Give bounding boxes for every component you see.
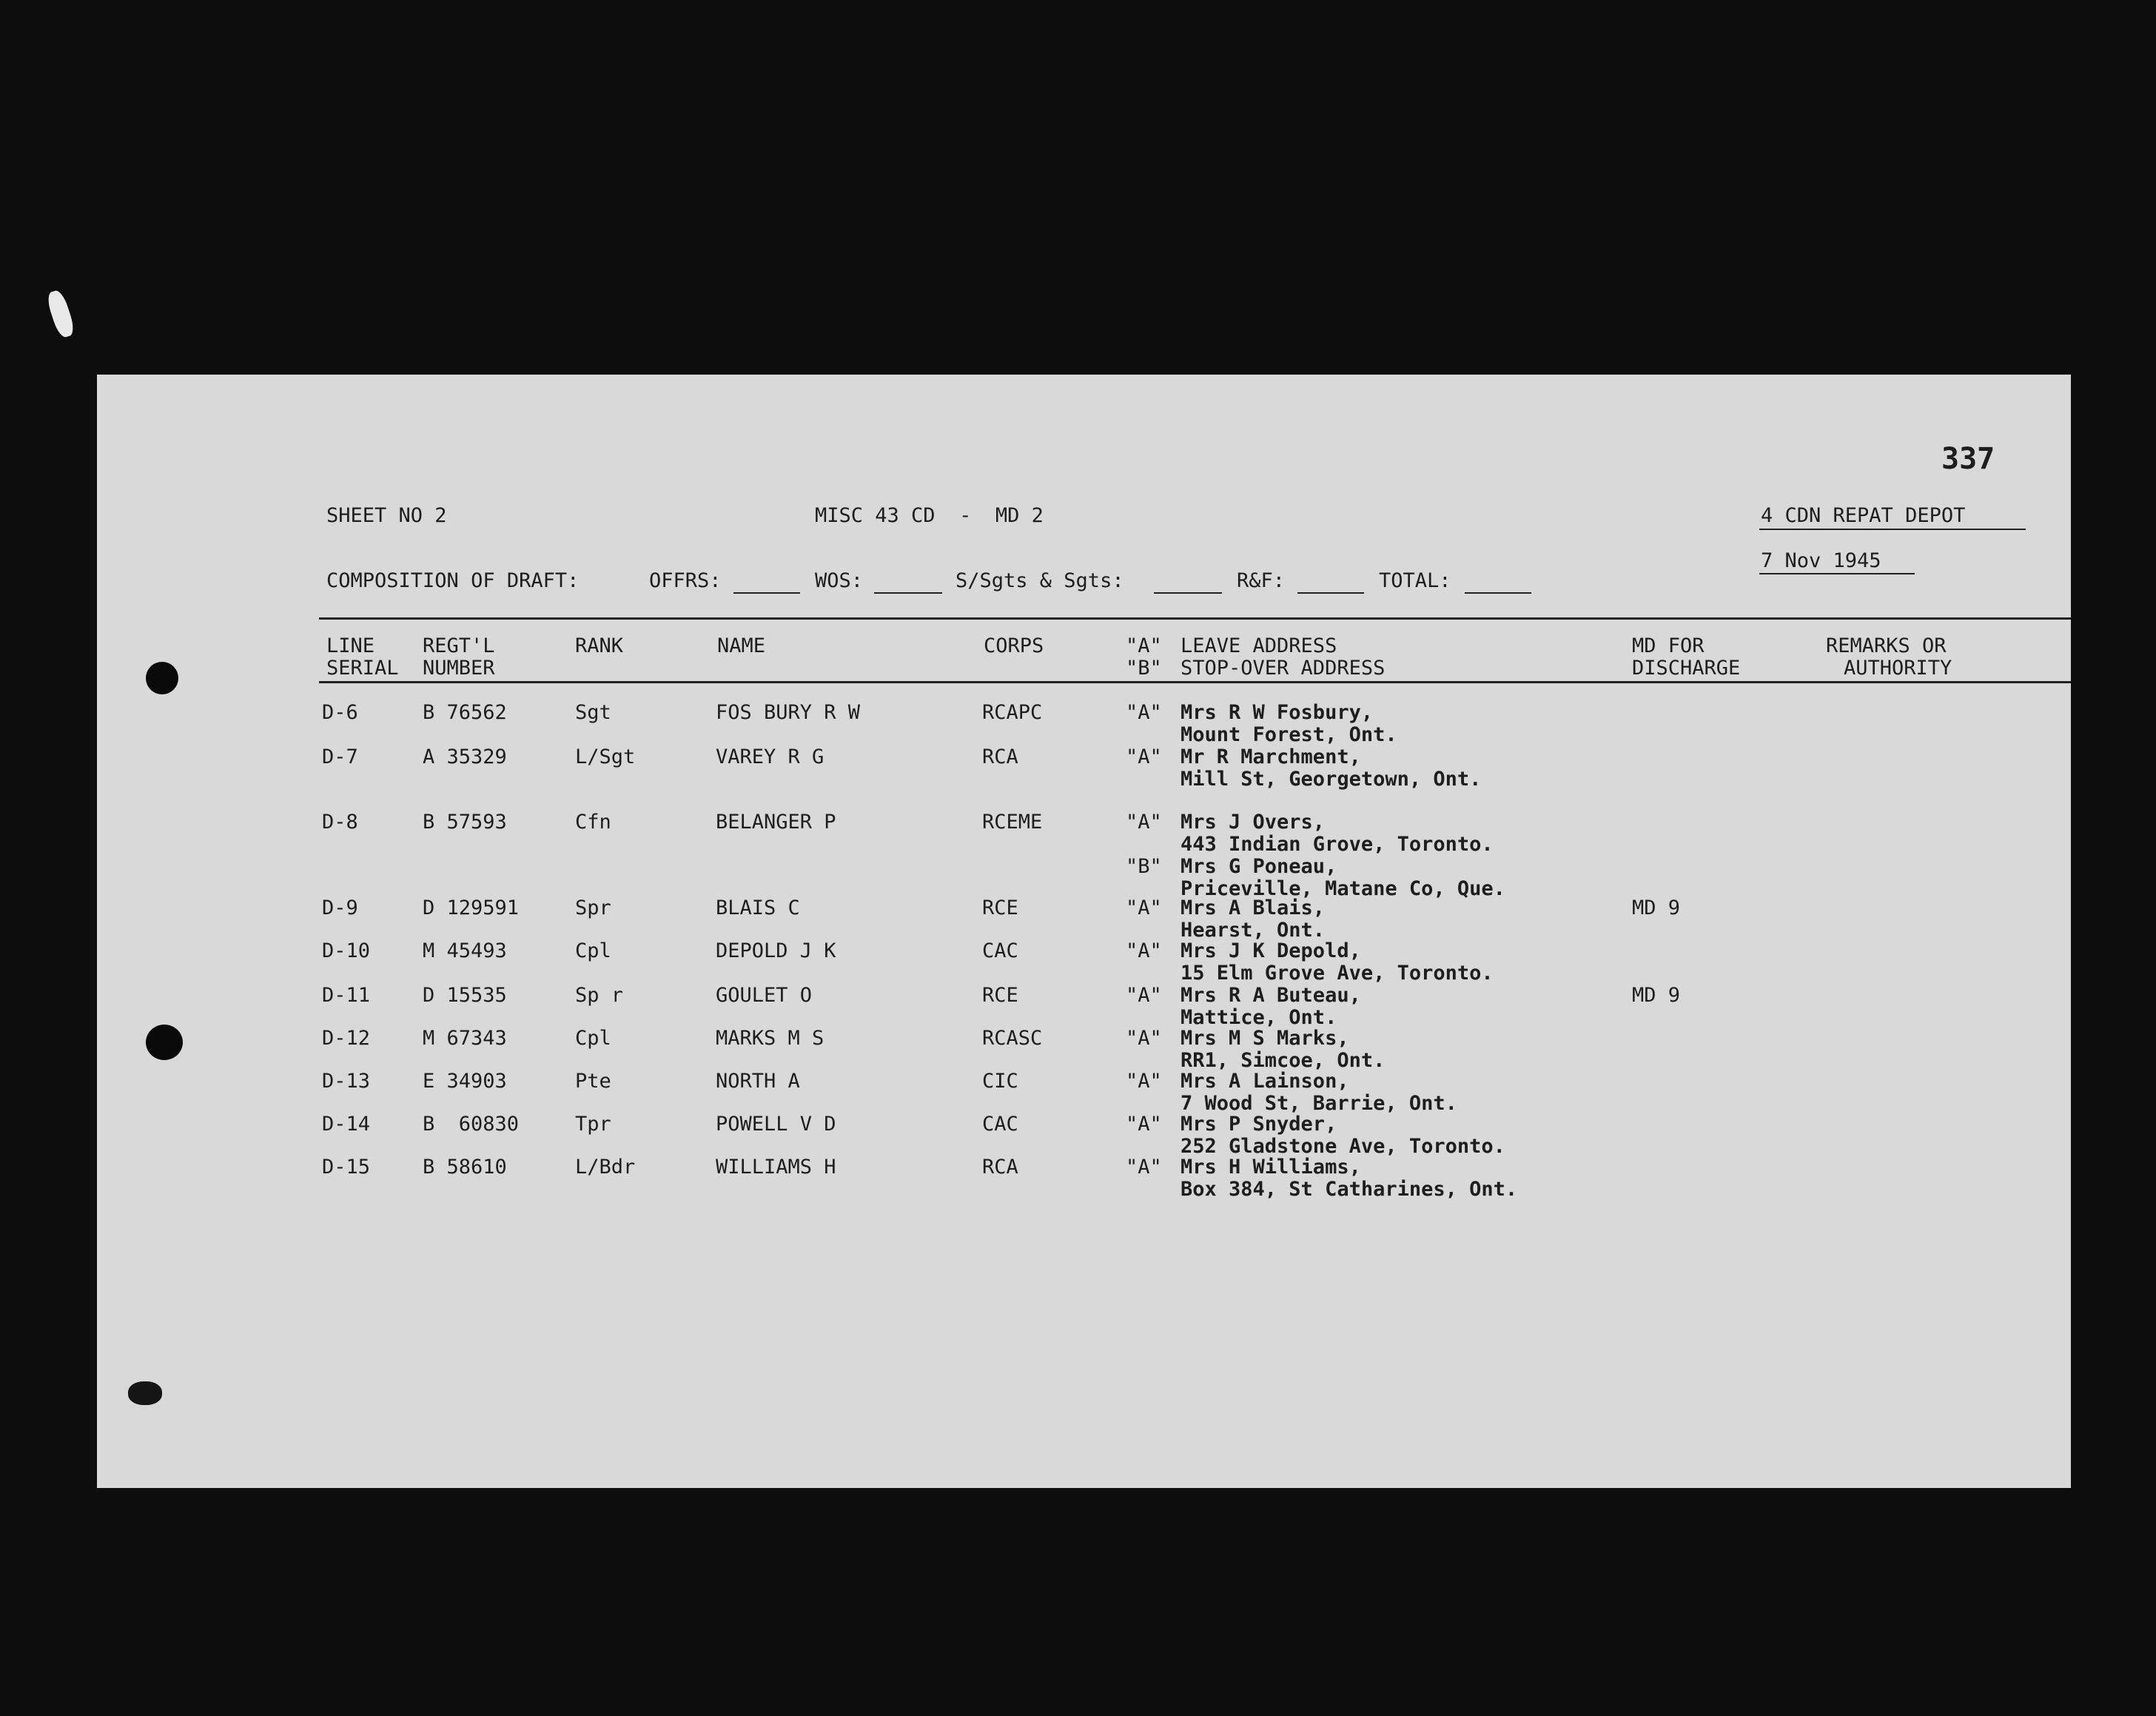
row-corps: RCE	[982, 984, 1018, 1007]
row-address-line: Box 384, St Catharines, Ont.	[1181, 1178, 1518, 1201]
col-line-serial-1: LINE	[326, 634, 375, 657]
row-address-line: Mrs R W Fosbury,	[1181, 701, 1374, 724]
row-address-line: RR1, Simcoe, Ont.	[1181, 1049, 1386, 1072]
row-address-line: 443 Indian Grove, Toronto.	[1181, 833, 1494, 856]
row-name: POWELL V D	[716, 1113, 836, 1136]
row-name: GOULET O	[716, 984, 813, 1007]
row-serial: D-14	[322, 1113, 371, 1136]
row-serial: D-12	[322, 1027, 371, 1050]
row-rank: Cpl	[575, 939, 611, 962]
rf-blank	[1297, 592, 1364, 594]
row-address-line: Mrs R A Buteau,	[1181, 984, 1361, 1007]
row-address-marker: "A"	[1126, 1113, 1162, 1136]
row-rank: Sgt	[575, 701, 611, 724]
row-name: FOS BURY R W	[716, 701, 861, 724]
header-top-rule	[319, 617, 2071, 620]
row-address-line: 15 Elm Grove Ave, Toronto.	[1181, 962, 1494, 985]
col-md-2: DISCHARGE	[1632, 657, 1741, 680]
row-name: BLAIS C	[716, 896, 800, 919]
row-regtl-number: E 34903	[423, 1070, 507, 1093]
row-address-marker: "A"	[1126, 701, 1162, 724]
row-name: MARKS M S	[716, 1027, 825, 1050]
col-remarks-2: AUTHORITY	[1844, 657, 1952, 680]
sgts-label: S/Sgts & Sgts:	[956, 569, 1124, 592]
row-rank: Cpl	[575, 1027, 611, 1050]
row-rank: L/Bdr	[575, 1156, 636, 1179]
row-regtl-number: B 60830	[423, 1113, 520, 1136]
row-corps: RCE	[982, 896, 1018, 919]
row-serial: D-6	[322, 701, 358, 724]
row-address-line: Mill St, Georgetown, Ont.	[1181, 768, 1482, 791]
sgts-blank	[1154, 592, 1222, 594]
row-corps: CIC	[982, 1070, 1018, 1093]
col-stopover-address: STOP-OVER ADDRESS	[1181, 657, 1386, 680]
row-serial: D-10	[322, 939, 371, 962]
col-leave-address: LEAVE ADDRESS	[1181, 634, 1337, 657]
row-rank: Cfn	[575, 811, 611, 834]
row-address-line: Mrs J K Depold,	[1181, 939, 1361, 962]
row-md-discharge: MD 9	[1632, 896, 1681, 919]
row-rank: Tpr	[575, 1113, 611, 1136]
row-corps: CAC	[982, 1113, 1018, 1136]
rf-label: R&F:	[1237, 569, 1286, 592]
row-address-line: Mrs H Williams,	[1181, 1156, 1361, 1179]
row-address-marker: "A"	[1126, 984, 1162, 1007]
col-remarks-1: REMARKS OR	[1826, 634, 1947, 657]
row-rank: Spr	[575, 896, 611, 919]
row-name: DEPOLD J K	[716, 939, 836, 962]
col-rank: RANK	[575, 634, 624, 657]
col-md-1: MD FOR	[1632, 634, 1705, 657]
row-regtl-number: A 35329	[423, 745, 507, 768]
row-serial: D-8	[322, 811, 358, 834]
row-rank: Pte	[575, 1070, 611, 1093]
row-serial: D-15	[322, 1156, 371, 1179]
row-address-line: Priceville, Matane Co, Que.	[1181, 877, 1505, 900]
reference: MISC 43 CD - MD 2	[815, 504, 1044, 527]
row-address-marker: "B"	[1126, 855, 1162, 878]
row-address-line: Mattice, Ont.	[1181, 1006, 1337, 1029]
wos-label: WOS:	[815, 569, 864, 592]
row-address-line: 252 Gladstone Ave, Toronto.	[1181, 1135, 1505, 1158]
page-number: 337	[1941, 442, 1995, 476]
row-rank: Sp r	[575, 984, 624, 1007]
row-regtl-number: M 67343	[423, 1027, 507, 1050]
punch-hole-top	[146, 662, 178, 694]
row-address-marker: "A"	[1126, 896, 1162, 919]
ink-blot	[128, 1381, 162, 1405]
depot-underline	[1759, 529, 2026, 530]
row-address-line: Mrs A Blais,	[1181, 896, 1326, 919]
composition-label: COMPOSITION OF DRAFT:	[326, 569, 580, 592]
row-rank: L/Sgt	[575, 745, 636, 768]
row-name: VAREY R G	[716, 745, 825, 768]
col-regtl-1: REGT'L	[423, 634, 495, 657]
col-marker-b: "B"	[1126, 657, 1162, 680]
row-name: NORTH A	[716, 1070, 800, 1093]
total-blank	[1465, 592, 1531, 594]
col-marker-a: "A"	[1126, 634, 1162, 657]
row-address-marker: "A"	[1126, 811, 1162, 834]
row-address-line: Mr R Marchment,	[1181, 745, 1361, 768]
wos-blank	[874, 592, 942, 594]
row-regtl-number: M 45493	[423, 939, 507, 962]
header-bottom-rule	[319, 681, 2071, 683]
row-address-marker: "A"	[1126, 1027, 1162, 1050]
offrs-label: OFFRS:	[649, 569, 722, 592]
total-label: TOTAL:	[1379, 569, 1451, 592]
row-address-line: 7 Wood St, Barrie, Ont.	[1181, 1092, 1457, 1115]
punch-hole-bottom	[146, 1025, 183, 1060]
row-corps: RCA	[982, 745, 1018, 768]
row-address-line: Mrs P Snyder,	[1181, 1113, 1337, 1136]
row-serial: D-7	[322, 745, 358, 768]
row-corps: RCASC	[982, 1027, 1043, 1050]
row-md-discharge: MD 9	[1632, 984, 1681, 1007]
row-corps: RCAPC	[982, 701, 1043, 724]
scratch-mark	[45, 289, 77, 339]
row-corps: CAC	[982, 939, 1018, 962]
row-address-line: Mount Forest, Ont.	[1181, 723, 1397, 746]
offrs-blank	[733, 592, 800, 594]
row-address-line: Mrs G Poneau,	[1181, 855, 1337, 878]
row-corps: RCEME	[982, 811, 1043, 834]
col-name: NAME	[717, 634, 766, 657]
row-name: BELANGER P	[716, 811, 836, 834]
depot-name: 4 CDN REPAT DEPOT	[1761, 504, 1966, 527]
row-serial: D-13	[322, 1070, 371, 1093]
sheet-date: 7 Nov 1945	[1761, 549, 1881, 572]
row-regtl-number: B 57593	[423, 811, 507, 834]
row-regtl-number: B 76562	[423, 701, 507, 724]
row-address-line: Mrs J Overs,	[1181, 811, 1326, 834]
col-corps: CORPS	[984, 634, 1044, 657]
row-corps: RCA	[982, 1156, 1018, 1179]
col-line-serial-2: SERIAL	[326, 657, 399, 680]
document-sheet	[97, 375, 2071, 1488]
row-address-line: Mrs M S Marks,	[1181, 1027, 1349, 1050]
row-address-marker: "A"	[1126, 939, 1162, 962]
col-regtl-2: NUMBER	[423, 657, 495, 680]
row-address-marker: "A"	[1126, 1070, 1162, 1093]
row-regtl-number: D 129591	[423, 896, 520, 919]
row-name: WILLIAMS H	[716, 1156, 836, 1179]
row-serial: D-9	[322, 896, 358, 919]
date-underline	[1759, 573, 1915, 574]
sheet-number: SHEET NO 2	[326, 504, 447, 527]
row-regtl-number: D 15535	[423, 984, 507, 1007]
row-serial: D-11	[322, 984, 371, 1007]
row-regtl-number: B 58610	[423, 1156, 507, 1179]
row-address-marker: "A"	[1126, 1156, 1162, 1179]
row-address-marker: "A"	[1126, 745, 1162, 768]
row-address-line: Mrs A Lainson,	[1181, 1070, 1349, 1093]
row-address-line: Hearst, Ont.	[1181, 919, 1326, 942]
